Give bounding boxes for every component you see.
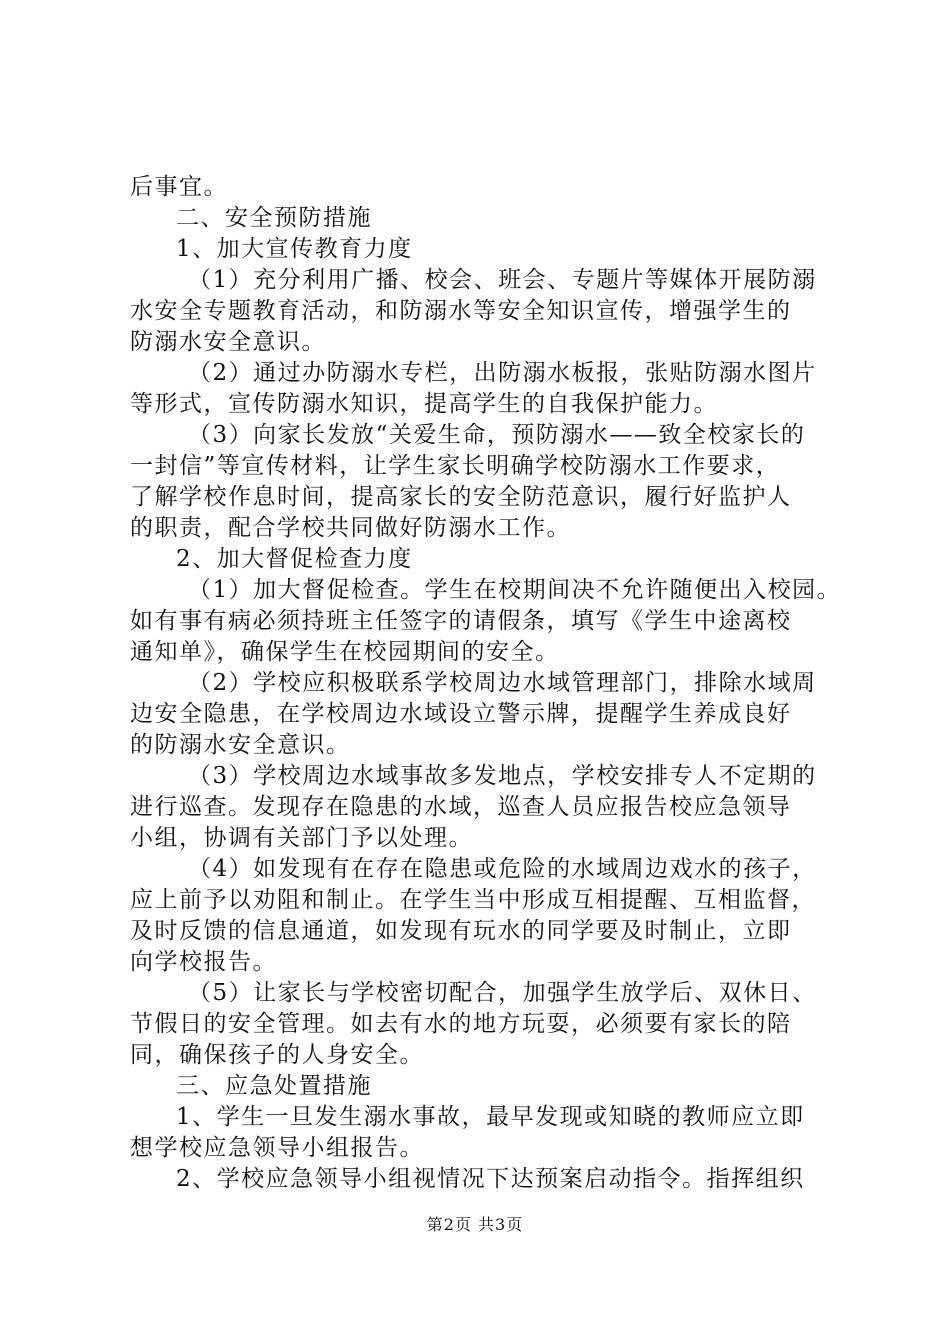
text-line: 1、学生一旦发生溺水事故，最早发现或知晓的教师应立即 — [176, 1104, 805, 1130]
text-line: （4）如发现有在存在隐患或危险的水域周边戏水的孩子， — [188, 856, 817, 882]
text-line: 节假日的安全管理。如去有水的地方玩耍，必须要有家长的陪 — [130, 1011, 792, 1037]
text-line: 通知单》，确保学生在校园期间的安全。 — [130, 639, 560, 665]
text-line: （1）加大督促检查。学生在校期间决不允许随便出入校园。 — [188, 577, 842, 603]
page-number-footer: 第2页 共3页 — [426, 1215, 524, 1234]
text-line: （5）让家长与学校密切配合，加强学生放学后、双休日、 — [188, 980, 817, 1006]
text-line: （2）学校应积极联系学校周边水域管理部门，排除水域周 — [188, 670, 817, 696]
text-line: 防溺水安全意识。 — [130, 329, 326, 355]
document-body — [130, 172, 842, 1195]
text-line: （3）学校周边水域事故多发地点，学校安排专人不定期的 — [188, 763, 817, 789]
text-line: （1）充分利用广播、校会、班会、专题片等媒体开展防溺 — [188, 267, 817, 293]
text-line: 向学校报告。 — [130, 949, 277, 975]
text-line: 进行巡查。发现存在隐患的水域，巡查人员应报告校应急领导 — [130, 794, 792, 820]
text-line: 的防溺水安全意识。 — [130, 732, 351, 758]
text-line: 了解学校作息时间，提高家长的安全防范意识，履行好监护人 — [130, 484, 792, 510]
text-line: 的职责，配合学校共同做好防溺水工作。 — [130, 515, 571, 541]
text-line: 边安全隐患，在学校周边水域设立警示牌，提醒学生养成良好 — [130, 701, 792, 727]
text-line: 后事宜。 — [130, 174, 228, 200]
text-line: 水安全专题教育活动，和防溺水等安全知识宣传，增强学生的 — [130, 298, 792, 324]
text-line: 同，确保孩子的人身安全。 — [130, 1042, 424, 1068]
text-line: 小组，协调有关部门予以处理。 — [130, 825, 473, 851]
text-line: 应上前予以劝阻和制止。在学生当中形成互相提醒、互相监督， — [130, 887, 816, 913]
text-line: 如有事有病必须持班主任签字的请假条，填写《学生中途离校 — [130, 608, 792, 634]
text-line: 想学校应急领导小组报告。 — [130, 1135, 424, 1161]
text-line: 2、学校应急领导小组视情况下达预案启动指令。指挥组织 — [176, 1166, 805, 1192]
text-line: （3）向家长发放“关爱生命，预防溺水——致全校家长的 — [188, 422, 806, 448]
text-line: 等形式，宣传防溺水知识，提高学生的自我保护能力。 — [130, 391, 718, 417]
text-line: （2）通过办防溺水专栏，出防溺水板报，张贴防溺水图片 — [188, 360, 817, 386]
section-heading: 三、应急处置措施 — [176, 1073, 372, 1099]
text-line: 一封信”等宣传材料，让学生家长明确学校防溺水工作要求， — [130, 453, 781, 479]
text-line: 及时反馈的信息通道，如发现有玩水的同学要及时制止，立即 — [130, 918, 792, 944]
section-heading: 二、安全预防措施 — [176, 205, 372, 231]
subsection-heading: 1、加大宣传教育力度 — [176, 236, 413, 262]
subsection-heading: 2、加大督促检查力度 — [176, 546, 413, 572]
